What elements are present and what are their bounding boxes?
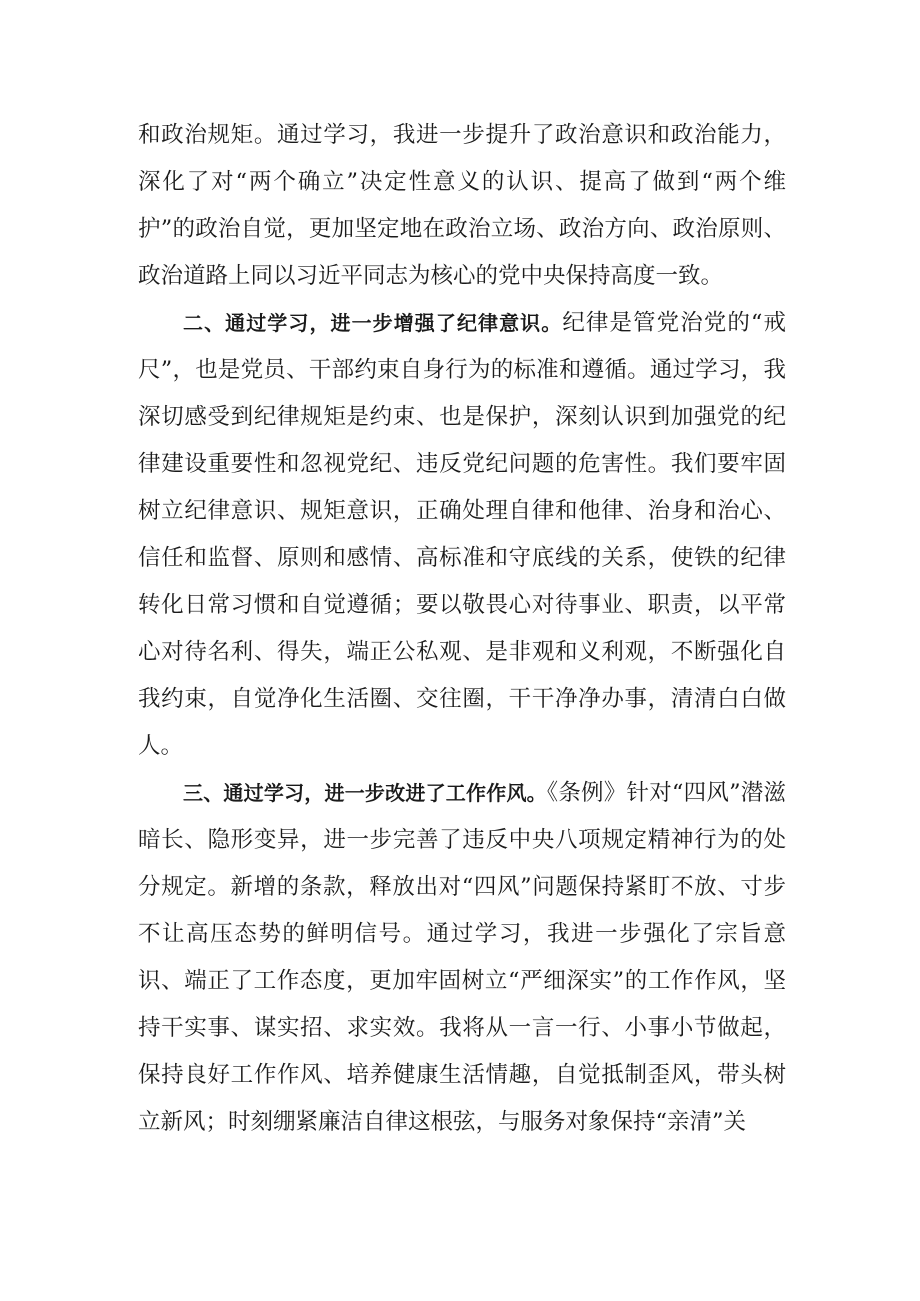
paragraph-heading: 二、通过学习，进一步增强了纪律意识。 bbox=[183, 311, 563, 335]
document-page bbox=[138, 112, 786, 1146]
paragraph-text: 纪律是管党治党的“戒尺”，也是党员、干部约束自身行为的标准和遵循。通过学习，我深切感受到纪律规矩是约束、也是保护，深刻认识到加强党的纪律建设重要性和忽视党纪、违反党纪问题的危害性。我们要牢固树立纪律意识、规矩意识，正确处理自律和他律、治身和治心、信任和监督、原则和感情、高标准和守底线的关系，使铁的纪律转化日常习惯和自觉遵循；要以敬畏心对待事业、职责，以平常心对待名利、得失，端正公私观、是非观和义利观，不断强化自我约束，自觉净化生活圈、交往圈，干干净净办事，清清白白做人。 bbox=[138, 310, 786, 759]
paragraph-heading: 三、通过学习，进一步改进了工作作风。 bbox=[183, 781, 547, 805]
paragraph-text: 《条例》针对“四风”潜滋暗长、隐形变异，进一步完善了违反中央八项规定精神行为的处分规定。新增的条款，释放出对“四风”问题保持紧盯不放、寸步不让高压态势的鲜明信号。通过学习，我进一步强化了宗旨意识、端正了工作态度，更加牢固树立“严细深实”的工作作风，坚持干实事、谋实招、求实效。我将从一言一行、小事小节做起，保持良好工作作风、培养健康生活情趣，自觉抵制歪风，带头树立新风；时刻绷紧廉洁自律这根弦，与服务对象保持“亲清”关 bbox=[138, 780, 786, 1135]
paragraph-continuation bbox=[138, 112, 786, 300]
paragraph-discipline bbox=[138, 300, 786, 770]
paragraph-work-style bbox=[138, 770, 786, 1146]
paragraph-text: 和政治规矩。通过学习，我进一步提升了政治意识和政治能力，深化了对“两个确立”决定性意义的认识、提高了做到“两个维护”的政治自觉，更加坚定地在政治立场、政治方向、政治原则、政治道路上同以习近平同志为核心的党中央保持高度一致。 bbox=[138, 122, 786, 289]
